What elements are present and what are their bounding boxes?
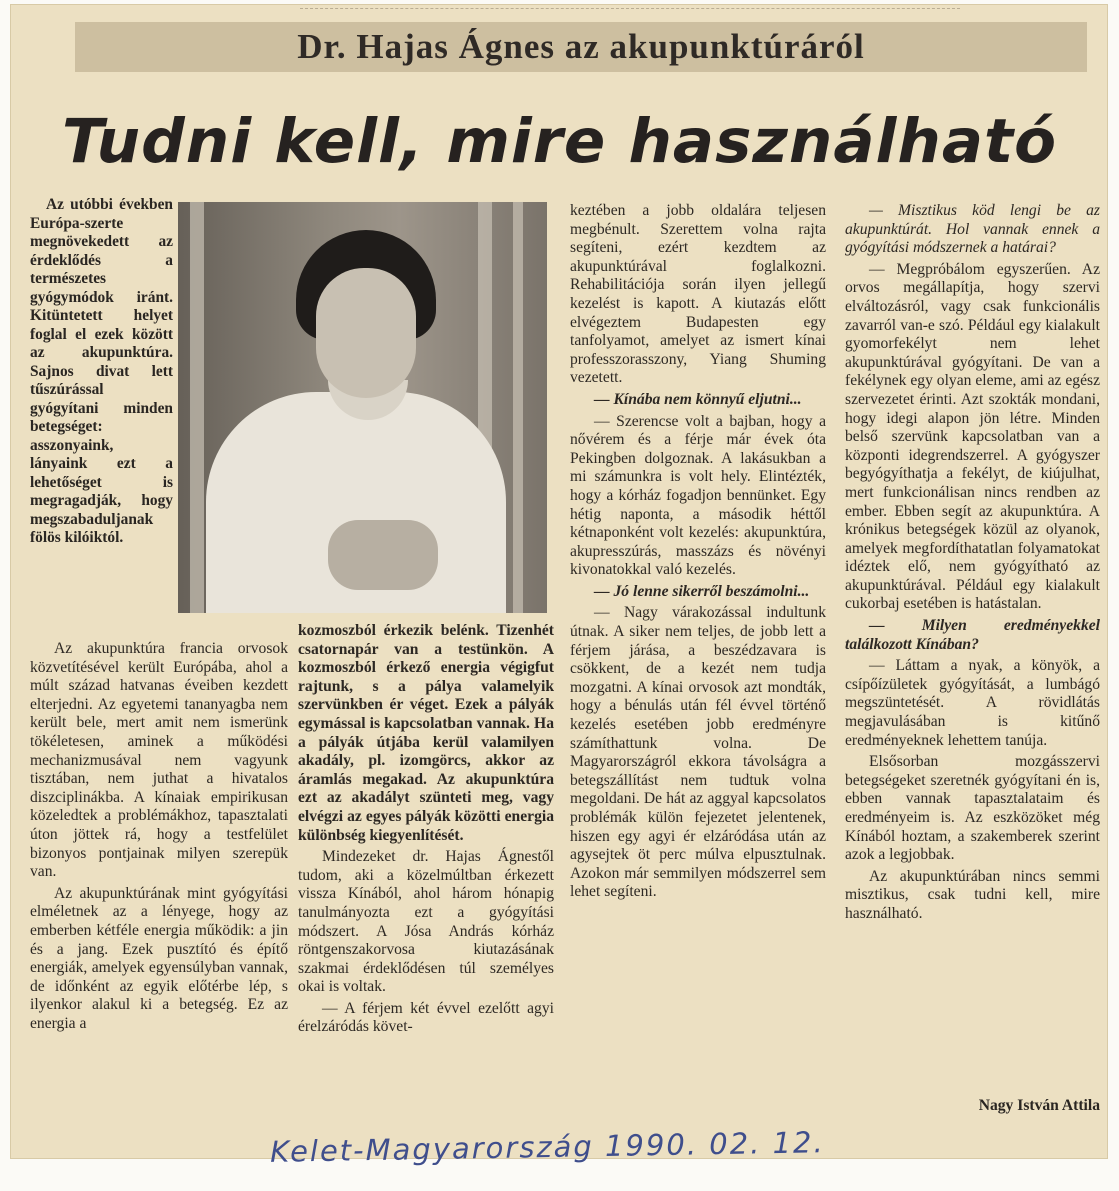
handwritten-source-note: Kelet-Magyarország 1990. 02. 12. [269, 1125, 825, 1169]
paragraph: — Láttam a nyak, a könyök, a csípőízületek gyógyítását, a lumbágó megszüntetését. A rövidlátás megjavulásában is kitűnő eredményeknek lehettem tanúja. [845, 657, 1100, 749]
top-edge-fragment [300, 0, 960, 9]
question: — Misztikus köd lengi be az akupunktúrát. Hol vannak ennek a gyógyítási módszernek a határai? [845, 202, 1100, 257]
portrait-photo [178, 202, 547, 613]
column-3 [570, 202, 826, 902]
photo-face [316, 268, 416, 398]
lead-text: Az utóbbi években Európa-szerte megnövekedett az érdeklődés a természetes gyógymódok iránt. Kitüntetett helyet foglal el ezek között az akupunktúra. Sajnos divat lett tűszúrással gyógyítani minden betegséget: asszonyaink, lányaink ezt a lehetőséget is megragadják, hogy megszabaduljanak fölös kilóiktól. [30, 196, 173, 546]
article-byline: Nagy István Attila [978, 1097, 1100, 1114]
column-1 [30, 640, 288, 1033]
photo-tube [513, 202, 523, 613]
question: — Jó lenne sikerről beszámolni... [594, 582, 810, 600]
paragraph: — Nagy várakozással indultunk útnak. A siker nem teljes, de jobb lett a férjem járása, a beszédzavara is csökkent, de a kezét nem tudja mozgatni. A kínai orvosok azt mondták, hogy a bénulás után fél évvel történő kezelés esetében jobb eredményre számíthattunk volna. De Magyarországról ekkora távolságra a betegszállítást nem tudtuk volna megoldani. De hát az aggyal kapcsolatos problémák külön fejezetet jelentenek, hiszen egy agyi ér elzáródása után az agysejtek öt perc múlva elpusztulnak. Azokon már semmilyen módszerrel sem lehet segíteni. [570, 604, 826, 901]
paragraph: Mindezeket dr. Hajas Ágnestől tudom, aki a közelmúltban érkezett vissza Kínából, ahol három hónapig tanulmányozta ezt a gyógyítási módszert. A Jósa András kórház röntgenszakorvosa kiutazásának szakmai érdeklődésen túl személyes okai is voltak. [298, 848, 554, 996]
paragraph: keztében a jobb oldalára teljesen megbénult. Szerettem volna rajta segíteni, ezért kezdtem az akupunktúrával foglalkozni. Rehabilitációja során ilyen jellegű kezelést is kapott. A kiutazás előtt elvégeztem Budapesten egy tanfolyamot, amelyet az ismert kínai professzorasszony, Yiang Shuming vezetett. [570, 202, 826, 387]
paragraph: Az akupunktúrában nincs semmi misztikus, csak tudni kell, mire használható. [845, 867, 1100, 922]
paragraph: Elsősorban mozgásszervi betegségeket szeretnék gyógyítani én is, ebben vannak tapasztalataim és eredményeim is. Az eszközöket még Kínából hoztam, a szakemberek szerint azok a legjobbak. [845, 753, 1100, 864]
paragraph: — Szerencse volt a bajban, hogy a nővérem és a férje már évek óta Pekingben dolgoznak. A lakásukban a mi számunkra is volt hely. Elintézték, hogy a kórház fogadjon bennünket. Egy hétig naponta, a második héttől kétnaponként volt kezelés: akupunktúra, akupresszúrás, masszázs és növényi kivonatokkal való kezelés. [570, 412, 826, 579]
article-subtitle: Dr. Hajas Ágnes az akupunktúráról [297, 27, 865, 66]
paragraph: — A férjem két évvel ezelőtt agyi érelzáródás követ- [298, 999, 554, 1036]
photo-hand [328, 520, 438, 590]
lead-paragraph [30, 196, 173, 548]
paragraph: Az akupunktúra francia orvosok közvetítésével került Európába, ahol a múlt század hatvanas éveiben kezdett elterjedni. Az egyetemi tananyagba nem került bele, mert amit nem ismerünk tökéletesen, aminek a működési mechanizmusával nem vagyunk tisztában, nem juthat a hivatalos diszciplinákba. A kínaiak empirikusan közeledtek a problémákhoz, tapasztalati úton jöttek rá, hogy a testfelület bizonyos pontjainak milyen szerepük van. [30, 640, 288, 881]
paragraph: — Megpróbálom egyszerűen. Az orvos megállapítja, hogy szervi elváltozásról, vagy csak funkcionális zavarról van-e szó. Például egy kialakult gyomorfekélyt nem lehet akupunktúrával gyógyítani. De van a fekélynek egy olyan eleme, ami az egész szervezetet érinti. Azt szokták mondani, hogy idegi alapon jön létre. Minden belső szervünk kapcsolatban van a központi idegrendszerrel. A gyógyszer begyógyíthatja a fekélyt, de kiújulhat, mert funkcionálisan nincs rendben az ember. Ebben segít az akupunktúra. A krónikus betegségek közül az olyanok, amelyek megfordíthatatlan folyamatokat idéztek elő, nem gyógyítható az akupunktúrával. Például egy kialakult cukorbaj esetében is hatástalan. [845, 260, 1101, 613]
question: — Kínába nem könnyű eljutni... [594, 390, 802, 408]
photo-tube [190, 202, 204, 613]
column-2 [298, 622, 554, 1037]
paragraph: kozmoszból érkezik belénk. Tizenhét csatornapár van a testünkön. A kozmoszból érkező energia végigfut rajtunk, s a pálya valamelyik szervünkben ér véget. Ezek a pályák egymással is kapcsolatban vannak. Ha a pályák útjába kerül valamilyen akadály, pl. izomgörcs, akkor az áramlás megakad. Az akupunktúra ezt az akadályt szünteti meg, vagy elvégzi az egyes pályák közötti energia különbség kiegyenlítését. [298, 622, 554, 844]
article-headline: Tudni kell, mire használható [61, 106, 1058, 177]
column-4 [845, 202, 1100, 924]
question: — Milyen eredményekkel találkozott Kínában? [845, 617, 1100, 653]
paragraph: Az akupunktúrának mint gyógyítási elméletnek az a lényege, hogy az emberben kétféle energia működik: a jin és a jang. Ezek pusztító és építő energiák, amelyek egyensúlyban vannak, de időnként az egyik előtérbe lép, s ilyenkor alakul ki a betegség. Ez az energia a [30, 884, 288, 1032]
